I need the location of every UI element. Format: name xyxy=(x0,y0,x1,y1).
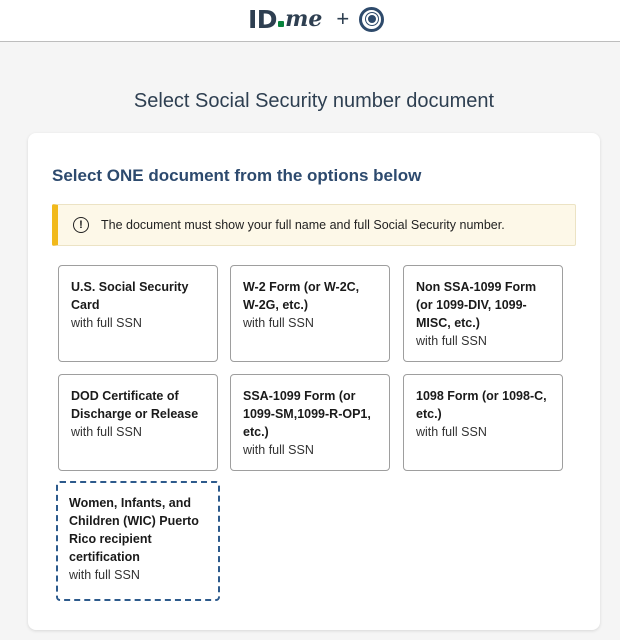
option-dod-certificate[interactable] xyxy=(58,374,218,471)
ssa-seal-icon xyxy=(359,7,384,32)
option-ssn-card[interactable] xyxy=(58,265,218,362)
option-title: W-2 Form (or W-2C, W-2G, etc.) xyxy=(243,280,360,312)
option-subtitle: with full SSN xyxy=(69,568,140,582)
option-subtitle: with full SSN xyxy=(416,334,487,348)
logo-plus-sign: + xyxy=(336,6,350,31)
option-ssa-1099[interactable] xyxy=(230,374,390,471)
option-wic-certification[interactable] xyxy=(56,481,220,601)
exclamation-circle-icon: ! xyxy=(73,217,89,233)
option-w2-form[interactable] xyxy=(230,265,390,362)
option-1098-form[interactable] xyxy=(403,374,563,471)
option-subtitle: with full SSN xyxy=(243,316,314,330)
document-selection-card xyxy=(28,133,600,630)
option-title: Women, Infants, and Children (WIC) Puerto Rico recipient certification xyxy=(69,496,199,564)
idme-logo-me: me xyxy=(285,6,323,32)
alert-text: The document must show your full name and full Social Security number. xyxy=(101,218,505,232)
option-title: DOD Certificate of Discharge or Release xyxy=(71,389,199,421)
option-title: 1098 Form (or 1098-C, etc.) xyxy=(416,389,547,421)
logo-lockup xyxy=(248,4,384,34)
option-non-ssa-1099[interactable] xyxy=(403,265,563,362)
option-title: SSA-1099 Form (or 1099-SM,1099-R-OP1, etc.) xyxy=(243,389,371,439)
idme-logo-id: ID xyxy=(248,4,278,34)
top-header xyxy=(0,0,620,42)
idme-logo-dot xyxy=(278,21,284,27)
option-subtitle: with full SSN xyxy=(71,316,142,330)
card-title: Select ONE document from the options below xyxy=(52,166,422,185)
option-title: U.S. Social Security Card xyxy=(71,280,189,312)
option-subtitle: with full SSN xyxy=(243,443,314,457)
page-title: Select Social Security number document xyxy=(133,90,495,112)
option-title: Non SSA-1099 Form (or 1099-DIV, 1099-MISC, etc.) xyxy=(416,280,537,330)
requirement-alert xyxy=(52,204,576,246)
option-subtitle: with full SSN xyxy=(71,425,142,439)
option-subtitle: with full SSN xyxy=(416,425,487,439)
